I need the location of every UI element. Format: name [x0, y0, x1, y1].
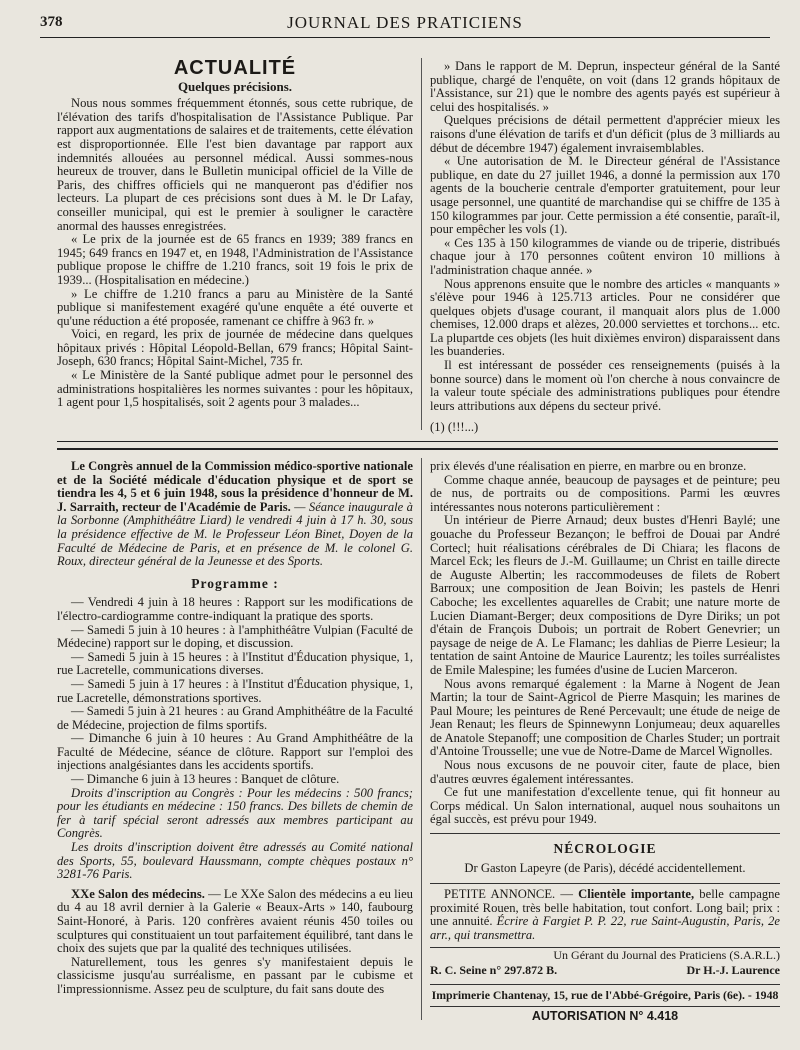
paragraph: Voici, en regard, les prix de journée de médecine dans quelques hôpitaux privés : Hôpital Léopold-Bellan, 679 francs; Hôpital Saint-Joseph, 630 francs; Hôpital Saint-Michel, 735 fr.: [57, 327, 413, 369]
congres-intro-bold: Le Congrès annuel de la Commission médico-sportive nationale et de la Société médicale d'éducation physique et de sport se tiendra les 4, 5 et 6 juin 1948, sous la présidence d'honneur de M. J. Sarraith, recteur de l'Académie de Paris.: [57, 459, 413, 514]
programme-item: — Samedi 5 juin à 17 heures : à l'Institut d'Éducation physique, 1, rue Lacretelle, démonstrations sportives.: [57, 676, 413, 705]
annonce-contact: Écrire à Fargiet P. P. 22, rue Saint-Augustin, Paris, 2e arr., qui transmettra.: [430, 914, 780, 942]
footer-rc: R. C. Seine n° 297.872 B.: [430, 962, 558, 977]
footer: [430, 948, 780, 1024]
congres-column: [57, 460, 413, 997]
paragraph: Ce fut une manifestation d'excellente tenue, qui fit honneur au Corps médical. Un Salon international, auquel nous souhaitons un égal succès, est prévu pour 1949.: [430, 785, 780, 827]
programme-item: — Vendredi 4 juin à 18 heures : Rapport sur les modifications de l'électro-cardiogramme contre-indiquant la pratique des sports.: [57, 595, 413, 623]
footer-rc-row: [430, 963, 780, 978]
paragraph: » Le chiffre de 1.210 francs a paru au Ministère de la Santé publique si manifestement exagéré qu'une enquête a été ouverte et qu'une réduction a été proposée, ramenant ce chiffre à 963 fr. »: [57, 286, 413, 328]
journal-title: JOURNAL DES PRATICIENS: [287, 13, 523, 32]
paragraph: « Ces 135 à 150 kilogrammes de viande ou de triperie, distribués chaque jour à 170 personnes coûtent environ 10 millions à l'administration chaque année. »: [430, 235, 780, 277]
paragraph: « Une autorisation de M. le Directeur général de l'Assistance publique, en date du 27 juillet 1946, a donné la permission aux 170 agents de la boucherie centrale d'emporter gratuitement, pour leur usage personnel, une quantité de marchandise qui se chiffre de 135 à 150 kilogrammes par jour. Cette permission a été consentie, paraît-il, pour empêcher les vols (1).: [430, 154, 780, 237]
section-divider: [57, 441, 778, 450]
salon-text: — Le XXe Salon des médecins a eu lieu du 4 au 18 avril dernier à la Galerie « Beaux-Arts » 140, faubourg Saint-Honoré, à Paris. 120 confrères avaient réunis 450 toiles ou sculptures qui constituaient un tout parfaitement équilibré, tant dans le choix des sujets que par la qualité des techniques utilisées.: [57, 886, 413, 956]
actualite-column-right: [430, 60, 780, 435]
annonce-text: [430, 888, 780, 942]
petite-annonce: [430, 883, 780, 947]
footer-dr: Dr H.-J. Laurence: [686, 962, 780, 977]
footnote: (1) (!!!...): [430, 420, 479, 435]
salon-title: XXe Salon des médecins.: [71, 886, 205, 901]
paragraph: » Dans le rapport de M. Deprun, inspecteur général de la Santé publique, chargé de l'enquête, on voit (dans 12 grands hôpitaux de l'Assistance, sur 21) que le nombre des agents payés est supérieur à celui des hospitalisés. »: [430, 59, 780, 114]
annonce-label: PETITE ANNONCE. —: [444, 887, 579, 902]
paragraph: « Le Ministère de la Santé publique admet pour le personnel des administrations hospitalières les normes suivantes : pour les hôpitaux, 1 agent pour 1,5 hospitalisés, soit 2 agents pour 3 malades...: [57, 368, 413, 410]
salon-column: [430, 460, 780, 1024]
paragraph: prix élevés d'une réalisation en pierre, en marbre ou en bronze.: [430, 459, 747, 473]
footer-autorisation: AUTORISATION N° 4.418: [430, 1006, 780, 1024]
footer-gerant: Un Gérant du Journal des Praticiens (S.A.R.L.): [553, 947, 780, 962]
paragraph: Un intérieur de Pierre Arnaud; deux bustes d'Henri Baylé; une gouache du Professeur Bezançon; le beffroi de Douai par André Cortecl; huit réalisations cérébrales de Di Chiara; les flacons de Marcel Eck; les fleurs de J.-M. Guillaume; un Christ en taille directe de Auguste Albertin; les raccommodeuses de filets de Robert Barroux; une composition de Jean Boivin; les pastels de Henri Caboche; les excellentes aquarelles de Crabit; une nature morte de Lucien Diamant-Berger; deux compositions de Dyre Diriks; un pot d'étain de François Dubois; un portrait de Robert Genevrier; un paysage de neige de A. Le Flamanc; les dahlias de Pierre Lesieur; la tentation de saint Antoine de Maurice Laurentz; les toiles surréalistes de Emile Malespine; les fumées d'usine de Lucien Marceron.: [430, 513, 780, 677]
programme-item: — Samedi 5 juin à 10 heures : à l'amphithéâtre Vulpian (Faculté de Médecine) rapport sur le doping, et discussion.: [57, 622, 413, 651]
paragraph: Quelques précisions de détail permettent d'apprécier mieux les raisons d'une élévation de tarifs et d'un déficit (plus de 3 milliards au début de décembre 1947) également invraisemblables.: [430, 113, 780, 155]
page-number: 378: [40, 14, 63, 30]
actualite-subtitle: Quelques précisions.: [177, 78, 293, 94]
paragraph: Naturellement, tous les genres s'y manifestaient depuis le classicisme jusqu'au surréalisme, en passant par le cubisme et l'impressionnisme. Assez peu de sculpture, du fait sans doute des: [57, 954, 413, 996]
column-divider: [421, 458, 422, 1020]
footer-imprimerie: Imprimerie Chantenay, 15, rue de l'Abbé-Grégoire, Paris (6e). - 1948: [430, 984, 780, 1003]
actualite-column-left: [57, 57, 413, 410]
necrologie-text: Dr Gaston Lapeyre (de Paris), décédé accidentellement.: [464, 860, 746, 875]
congres-intro-italic: — Séance inaugurale à la Sorbonne (Amphithéâtre Liard) le vendredi 4 juin à 17 h. 30, sous la présidence effective de M. le Professeur Léon Binet, Doyen de la Faculté de Médecine de Paris, et en présence de M. le colonel G. Roux, directeur général de la Jeunesse et des Sports.: [57, 499, 413, 569]
header-rule: [40, 37, 770, 38]
paragraph: Il est intéressant de posséder ces renseignements (puisés à la bonne source) dans le moment où l'on cherche à nous convaincre de la valeur toute spéciale des administrations publiques pour étendre leurs attributions aux dépens du secteur privé.: [430, 358, 780, 413]
programme-item: — Samedi 5 juin à 21 heures : au Grand Amphithéâtre de la Faculté de Médecine, projection de films sportifs.: [57, 704, 413, 732]
programme-item: — Dimanche 6 juin à 13 heures : Banquet de clôture.: [71, 772, 340, 787]
page-header: [40, 10, 770, 38]
congres-intro: [57, 460, 413, 569]
programme-title: Programme :: [191, 575, 279, 591]
programme-item: — Dimanche 6 juin à 10 heures : Au Grand Amphithéâtre de la Faculté de Médecine, séance de clôture. Rapport sur l'emploi des injections analgésiantes dans les accidents sportifs.: [57, 731, 413, 773]
paragraph: Nous avons remarqué également : la Marne à Nogent de Jean Martin; la tour de Saint-Agricol de Pierre Masquin; les marines de Paul Moure; les peintures de René Percevault; une étude de neige de Jean Renaut; les fleurs de Spinnewynn Lonjumeau; deux aquarelles de Anatole Stepanoff; une composition de Charles Studer; un portrait d'Antoine Trousselle; une vue de Notre-Dame de Marcel Wignolles.: [430, 676, 780, 759]
divider: [430, 833, 780, 834]
salon-intro: [57, 888, 413, 956]
droits-inscription: Droits d'inscription au Congrès : Pour les médecins : 500 francs; pour les étudiants en médecine : 150 francs. Des billets de chemin de fer à tarif spécial seront adressés aux membres participant au Congrès.: [57, 785, 413, 841]
actualite-title: ACTUALITÉ: [173, 57, 297, 79]
paragraph: Nous nous excusons de ne pouvoir citer, faute de place, bien d'autres œuvres également intéressantes.: [430, 758, 780, 786]
column-divider: [421, 58, 422, 430]
annonce-bold: Clientèle importante,: [578, 887, 695, 902]
paragraph: « Le prix de la journée est de 65 francs en 1939; 389 francs en 1945; 649 francs en 1947 et, en 1948, l'Administration de l'Assistance publique propose le chiffre de 1.210 francs, soit 19 fois le prix de 1939... (Hospitalisation en médecine.): [57, 232, 413, 287]
paragraph: Comme chaque année, beaucoup de paysages et de peinture; peu de nus, de portraits ou de compositions. Parmi les œuvres intéressantes nous noterons particulièrement :: [430, 472, 780, 514]
necrologie-title: NÉCROLOGIE: [553, 841, 657, 857]
paragraph: Nous nous sommes fréquemment étonnés, sous cette rubrique, de l'élévation des tarifs d'hospitalisation de l'Assistance Publique. Par rapport aux augmentations de salaires et de traitements, cette élévation est disproportionnée. Elle l'est bien davantage par rapport aux indemnités allouées au personnel médical. Aussi sommes-nous heureux de trouver, dans le Bulletin municipal officiel de la Ville de Paris, des chiffres officiels qui ne manqueront pas d'édifier nos lecteurs. La plupart de ces précisions sont dues à M. le Dr Lafay, conseiller municipal, qui est le premier à souligner le caractère anormal des hausses enregistrées.: [57, 96, 413, 233]
programme-item: — Samedi 5 juin à 15 heures : à l'Institut d'Éducation physique, 1, rue Lacretelle, communications diverses.: [57, 649, 413, 678]
inscriptions-adresse: Les droits d'inscription doivent être adressés au Comité national des Sports, 55, boulevard Haussmann, compte chèques postaux n° 3281-76 Paris.: [57, 840, 413, 882]
annonce-body: belle campagne proximité Rouen, très belle habitation, tout confort. Long bail; prix : une annuité.: [430, 887, 780, 929]
paragraph: Nous apprenons ensuite que le nombre des articles « manquants » s'élève pour 1946 à 125.713 articles. Pour ne considérer que quelques objets d'usage courant, il manquait alors plus de 1.000 chemises, 12.000 draps et alèzes, 20.000 serviettes et torchons... etc. La plupartde ces objets (les huit dixièmes environ) disparaissent dans les buanderies.: [430, 276, 780, 359]
